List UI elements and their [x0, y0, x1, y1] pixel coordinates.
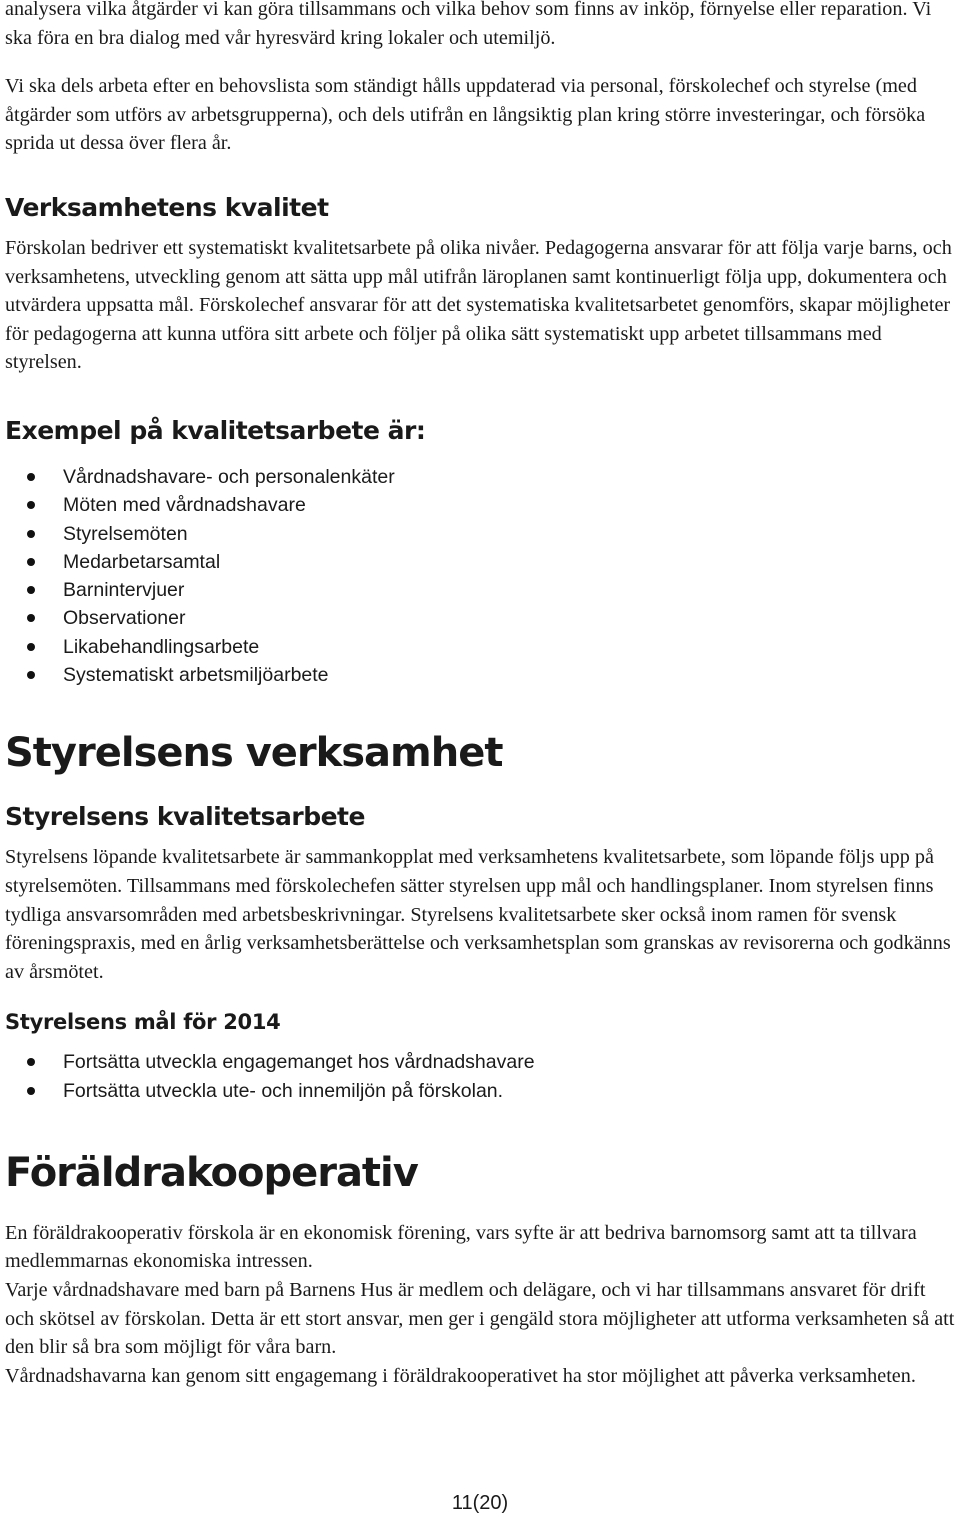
list-item-label: Möten med vårdnadshavare: [63, 494, 306, 517]
bullet-icon: [27, 530, 35, 538]
list-item: [5, 548, 955, 576]
board-goals-list: [5, 1048, 955, 1105]
quality-heading: Verksamhetens kvalitet: [5, 192, 329, 222]
list-item-label: Vårdnadshavare- och personalenkäter: [63, 465, 395, 488]
list-item: [5, 1077, 955, 1105]
board-quality-paragraph: Styrelsens löpande kvalitetsarbete är sammankopplat med verksamhetens kvalitetsarbete, som löpande följs upp på styrelsemöten. Tillsammans med förskolechefen sätter styrelsen upp mål och handlingsplaner. Inom styrelsen finns tydliga ansvarsområden med arbetsbeskrivningar. Styrelsens kvalitetsarbete sker också inom ramen för svensk föreningspraxis, med en årlig verksamhetsberättelse och verksamhetsplan som granskas av revisorerna och godkänns av årsmötet.: [5, 846, 951, 983]
list-item: [5, 661, 955, 689]
coop-paragraph-1: En föräldrakooperativ förskola är en ekonomisk förening, vars syfte är att bedriva barnomsorg samt att ta tillvara medlemmarnas ekonomiska intressen.: [5, 1221, 917, 1273]
document-page: [5, 0, 955, 1390]
list-item-label: Likabehandlingsarbete: [63, 635, 260, 658]
bullet-icon: [27, 473, 35, 481]
bullet-icon: [27, 1058, 35, 1066]
coop-heading: Föräldrakooperativ: [5, 1149, 418, 1196]
bullet-icon: [27, 558, 35, 566]
bullet-icon: [27, 501, 35, 509]
list-item: [5, 491, 955, 519]
quality-paragraph: Förskolan bedriver ett systematiskt kvalitetsarbete på olika nivåer. Pedagogerna ansvarar för att följa varje barns, och verksamhetens, utveckling genom att sätta upp mål utifrån läroplanen samt kontinuerligt följa upp, dokumentera och utvärdera uppsatta mål. Förskolechef ansvarar för att det systematiska kvalitetsarbetet genomförs, skapar möjligheter för pedagogerna att kunna utföra sitt arbete och följer på olika sätt systematiskt upp arbetet tillsammans med styrelsen.: [5, 236, 952, 374]
bullet-icon: [27, 614, 35, 622]
list-item-label: Systematiskt arbetsmiljöarbete: [63, 664, 329, 687]
list-item-label: Observationer: [63, 607, 186, 630]
list-item: [5, 520, 955, 548]
examples-heading: Exempel på kvalitetsarbete är:: [5, 415, 426, 445]
page-number: 11(20): [451, 1492, 509, 1514]
board-goals-heading: Styrelsens mål för 2014: [5, 1010, 281, 1035]
coop-paragraph-2: Varje vårdnadshavare med barn på Barnens Hus är medlem och delägare, och vi har tillsammans ansvaret för drift och skötsel av förskolan. Detta är ett stort ansvar, men ger i gengäld stora möjligheter att utforma verksamheten så att den blir så bra som möjligt för våra barn.: [5, 1279, 955, 1359]
examples-list: [5, 463, 955, 689]
list-item: [5, 633, 955, 661]
bullet-icon: [27, 1087, 35, 1095]
bullet-icon: [27, 586, 35, 594]
board-heading: Styrelsens verksamhet: [5, 730, 503, 777]
list-item: [5, 604, 955, 632]
coop-paragraph-3: Vårdnadshavarna kan genom sitt engagemang i föräldrakooperativet ha stor möjlighet att påverka verksamheten.: [5, 1364, 916, 1387]
list-item: [5, 1048, 955, 1076]
list-item: [5, 463, 955, 491]
list-item-label: Fortsätta utveckla engagemanget hos vårdnadshavare: [63, 1051, 535, 1074]
intro-paragraph-1: analysera vilka åtgärder vi kan göra tillsammans och vilka behov som finns av inköp, förnyelse eller reparation. Vi ska föra en bra dialog med vår hyresvärd kring lokaler och utemiljö.: [5, 0, 932, 49]
list-item-label: Fortsätta utveckla ute- och innemiljön på förskolan.: [63, 1079, 504, 1102]
list-item: [5, 576, 955, 604]
bullet-icon: [27, 671, 35, 679]
intro-paragraph-2: Vi ska dels arbeta efter en behovslista som ständigt hålls uppdaterad via personal, förskolechef och styrelse (med åtgärder som utförs av arbetsgrupperna), och dels utifrån en långsiktig plan kring större investeringar, och försöka sprida ut dessa över flera år.: [5, 75, 926, 155]
list-item-label: Medarbetarsamtal: [63, 550, 221, 573]
list-item-label: Styrelsemöten: [63, 522, 188, 545]
board-quality-heading: Styrelsens kvalitetsarbete: [5, 802, 365, 832]
list-item-label: Barnintervjuer: [63, 579, 185, 602]
bullet-icon: [27, 643, 35, 651]
